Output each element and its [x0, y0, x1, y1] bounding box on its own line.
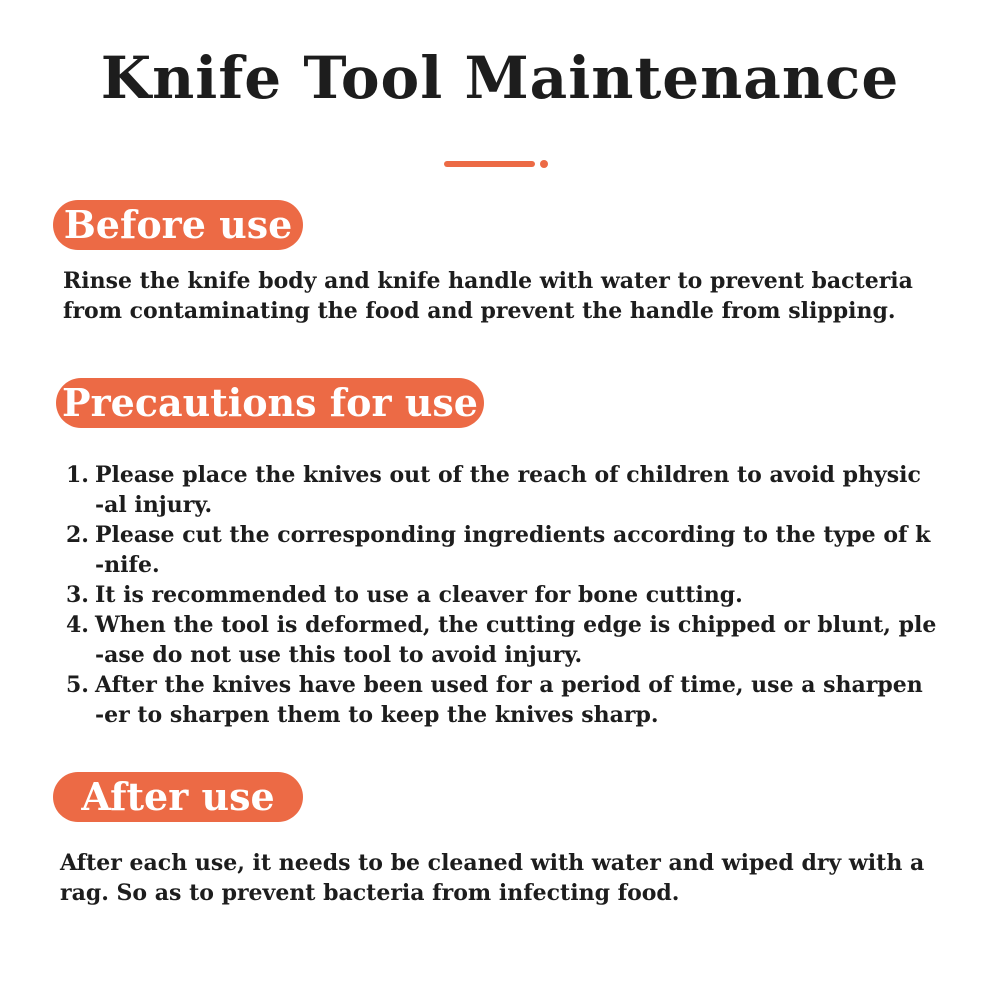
precautions-list	[66, 460, 966, 730]
precaution-number: 4.	[66, 612, 89, 638]
precaution-line: -nife.	[95, 552, 160, 578]
before-use-text: Rinse the knife body and knife handle with water to prevent bacteria from contaminating the food and prevent the handle from slipping.	[63, 268, 913, 324]
precaution-item	[66, 520, 966, 580]
after-use-heading: After use	[53, 772, 303, 822]
precaution-line: -ase do not use this tool to avoid injury.	[95, 642, 583, 668]
divider-bar	[444, 161, 535, 167]
precaution-text	[95, 580, 966, 610]
precaution-text	[95, 670, 966, 730]
precaution-line: Please cut the corresponding ingredients according to the type of k	[95, 522, 931, 548]
precaution-line: After the knives have been used for a period of time, use a sharpen	[95, 672, 923, 698]
precaution-item	[66, 670, 966, 730]
before-use-heading: Before use	[53, 200, 303, 250]
precaution-item	[66, 580, 966, 610]
precautions-heading: Precautions for use	[56, 378, 484, 428]
precaution-line: It is recommended to use a cleaver for bone cutting.	[95, 582, 743, 608]
page-title: Knife Tool Maintenance	[100, 44, 900, 112]
precaution-line: When the tool is deformed, the cutting edge is chipped or blunt, ple	[95, 612, 937, 638]
precaution-number: 2.	[66, 522, 89, 548]
precaution-text	[95, 610, 966, 670]
precaution-number: 5.	[66, 672, 89, 698]
precaution-text	[95, 460, 966, 520]
precaution-line: -al injury.	[95, 492, 213, 518]
precaution-text	[95, 520, 966, 580]
precaution-line: -er to sharpen them to keep the knives sharp.	[95, 702, 659, 728]
after-use-text: After each use, it needs to be cleaned with water and wiped dry with a rag. So as to prevent bacteria from infecting food.	[60, 850, 925, 906]
precaution-line: Please place the knives out of the reach of children to avoid physic	[95, 462, 921, 488]
title-divider	[444, 160, 552, 168]
precaution-number: 3.	[66, 582, 89, 608]
divider-dot	[540, 160, 548, 168]
precaution-item	[66, 610, 966, 670]
precaution-item	[66, 460, 966, 520]
precaution-number: 1.	[66, 462, 89, 488]
